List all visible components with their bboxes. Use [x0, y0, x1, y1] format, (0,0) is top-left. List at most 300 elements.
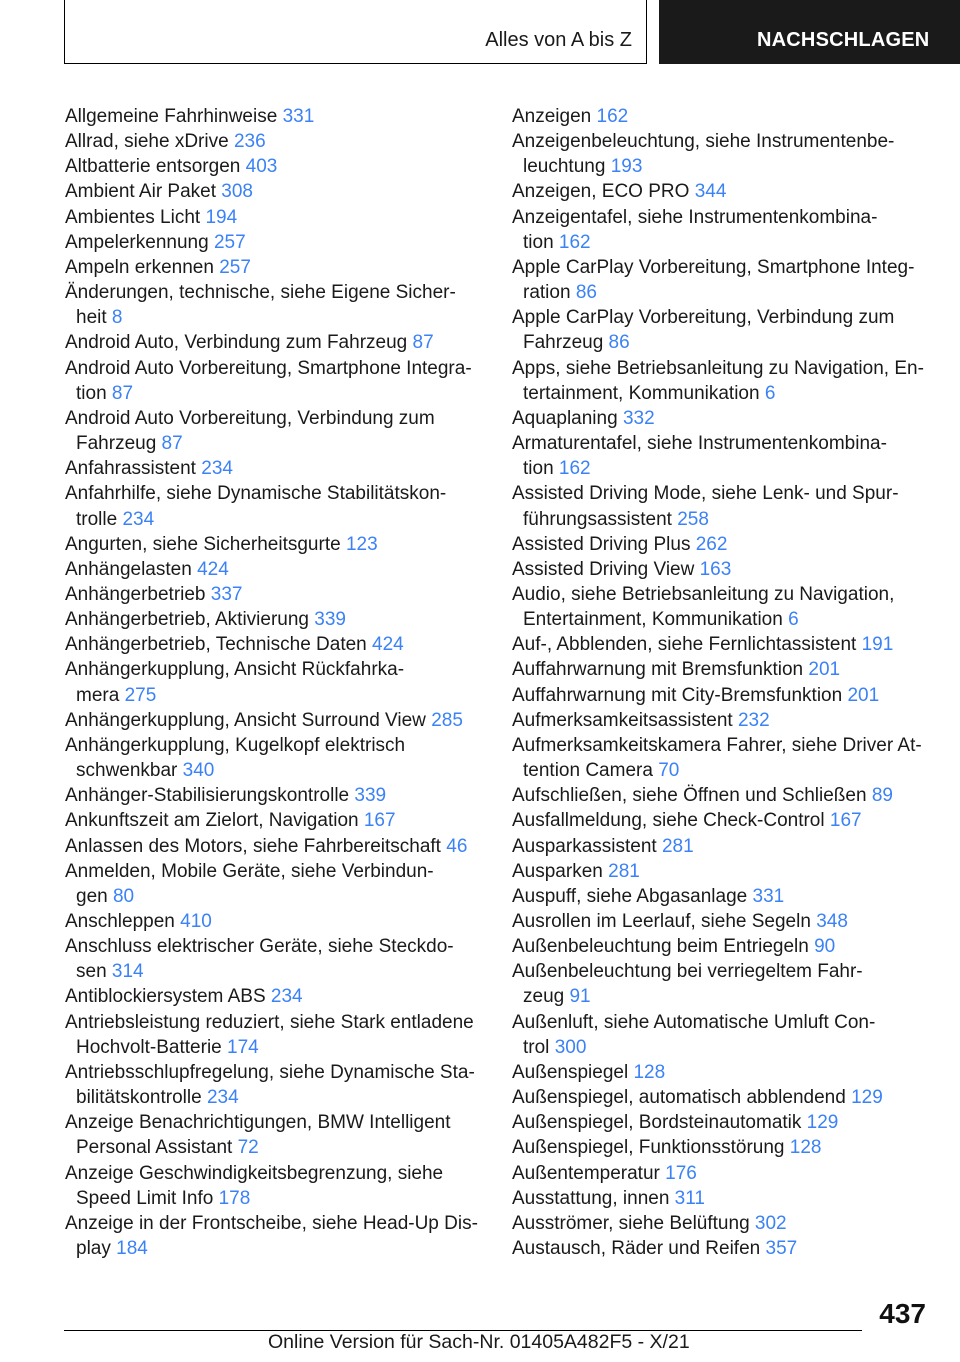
index-entry-line [65, 230, 485, 255]
page-reference-link[interactable]: 6 [788, 609, 799, 631]
index-entry [512, 179, 932, 204]
page-reference-link[interactable]: 234 [122, 508, 155, 530]
index-entry-text: leuchtung [523, 156, 611, 178]
index-entry-line [523, 607, 932, 632]
index-entry-text: heit [76, 307, 112, 329]
page-reference-link[interactable]: 424 [372, 634, 404, 656]
page-reference-link[interactable]: 339 [314, 609, 346, 631]
index-entry-line [512, 1010, 932, 1035]
index-entry [65, 657, 485, 707]
index-entry-line [76, 683, 485, 708]
index-entry [512, 557, 932, 582]
index-entry-text: Anhängerbetrieb, Aktivierung [65, 609, 315, 631]
index-entry [65, 280, 485, 330]
index-entry-line [523, 758, 932, 783]
index-entry-text: Ampeln erkennen [65, 256, 220, 278]
index-entry-text: Assisted Driving Plus [512, 533, 696, 555]
index-entry-line [512, 129, 932, 154]
index-column-left [65, 104, 485, 1261]
page-reference-link[interactable]: 424 [197, 558, 229, 580]
page-reference-link[interactable]: 357 [765, 1238, 798, 1260]
index-entry-line [512, 179, 932, 204]
index-entry-text: trol [523, 1036, 555, 1058]
index-entry-line [76, 305, 485, 330]
index-entry-line [512, 1085, 932, 1110]
index-entry-line [65, 909, 485, 934]
page-reference-link[interactable]: 410 [180, 911, 212, 932]
page-reference-link[interactable]: 178 [218, 1187, 251, 1209]
page-reference-link[interactable]: 128 [789, 1137, 822, 1159]
index-entry-line [65, 607, 485, 632]
index-entry [512, 1211, 932, 1236]
page-reference-link[interactable]: 193 [610, 156, 643, 178]
index-entry [512, 733, 932, 783]
index-entry-text: Ausparken [512, 860, 609, 882]
index-entry [512, 683, 932, 708]
index-entry-line [512, 708, 932, 733]
index-entry [65, 205, 485, 230]
index-entry-text: schwenkbar [76, 760, 183, 782]
page-reference-link[interactable]: 90 [814, 936, 836, 958]
index-entry-text: Anschluss elektrischer Geräte, siehe Steckdo- [65, 936, 454, 958]
index-entry-text: tertainment, Kommunikation [523, 382, 765, 404]
index-entry-text: Ambientes Licht [65, 206, 206, 228]
index-entry-line [65, 708, 485, 733]
page-reference-link[interactable]: 167 [829, 810, 862, 832]
page-reference-link[interactable]: 176 [665, 1162, 697, 1184]
index-entry-line [76, 1035, 485, 1060]
index-entry [65, 1010, 485, 1060]
page-reference-link[interactable]: 300 [554, 1036, 587, 1058]
index-entry-line [523, 1035, 932, 1060]
index-entry-line [512, 783, 932, 808]
index-entry-text: Anfahrhilfe, siehe Dynamische Stabilitätskon- [65, 483, 447, 505]
index-entry-text: Android Auto, Verbindung zum Fahrzeug [65, 332, 413, 354]
index-entry-line [512, 1161, 932, 1186]
index-entry-text: Anzeigen, ECO PRO [512, 181, 695, 203]
index-entry-text: zeug [523, 986, 570, 1008]
page-reference-link[interactable]: 163 [699, 558, 732, 580]
index-entry-line [512, 1110, 932, 1135]
index-entry-text: Ausstattung, innen [512, 1187, 675, 1209]
index-entry-line [523, 456, 932, 481]
index-entry-text: Ausfallmeldung, siehe Check-Control [512, 810, 830, 832]
index-entry-line [512, 104, 932, 129]
index-entry-text: Aufmerksamkeitsassistent [512, 709, 738, 731]
index-entry-line [65, 733, 485, 758]
index-entry [65, 834, 485, 859]
page-reference-link[interactable]: 234 [201, 458, 233, 480]
page-reference-link[interactable]: 302 [754, 1212, 787, 1234]
index-entry-text: Angurten, siehe Sicherheitsgurte [65, 533, 346, 555]
index-entry-text: Ambient Air Paket [65, 181, 222, 203]
index-entry-text: Allrad, siehe xDrive [65, 131, 234, 153]
index-entry [512, 406, 932, 431]
page-reference-link[interactable]: 311 [674, 1187, 705, 1209]
index-entry-line [512, 632, 932, 657]
index-entry-text: tion [523, 231, 559, 253]
index-entry-line [512, 733, 932, 758]
index-entry-text: Auffahrwarnung mit City-Bremsfunktion [512, 684, 848, 706]
index-entry-text: mera [76, 684, 125, 706]
index-entry-text: play [76, 1238, 117, 1260]
index-entry-line [512, 532, 932, 557]
index-entry [512, 884, 932, 909]
index-entry-text: Speed Limit Info [76, 1187, 219, 1209]
page-reference-link[interactable]: 340 [182, 760, 215, 782]
index-entry [512, 657, 932, 682]
index-entry-text: Austausch, Räder und Reifen [512, 1238, 766, 1260]
index-entry [512, 305, 932, 355]
header-section-box [64, 0, 647, 64]
index-entry-line [65, 934, 485, 959]
index-entry [65, 1060, 485, 1110]
page-reference-link[interactable]: 162 [558, 231, 591, 253]
index-entry-line [512, 657, 932, 682]
index-entry-text: Android Auto Vorbereitung, Verbindung zum [65, 407, 435, 429]
index-entry [512, 205, 932, 255]
index-entry-line [76, 381, 485, 406]
index-entry-line [512, 1236, 932, 1261]
page-reference-link[interactable]: 80 [112, 885, 135, 907]
index-entry [65, 607, 485, 632]
index-entry-text: führungsassistent [523, 508, 678, 530]
index-entry [65, 330, 485, 355]
page-reference-link[interactable]: 8 [111, 307, 123, 329]
index-entry-line [523, 381, 932, 406]
index-entry [512, 1085, 932, 1110]
index-entry-line [65, 1211, 485, 1236]
index-entry-text: Auspuff, siehe Abgasanlage [512, 885, 753, 907]
page-reference-link[interactable]: 129 [806, 1112, 839, 1134]
page-reference-link[interactable]: 87 [412, 332, 434, 354]
index-entry-line [512, 481, 932, 506]
footer-text: Online Version für Sach-Nr. 01405A482F5 - X/21 [268, 1331, 690, 1353]
page-reference-link[interactable]: 128 [633, 1061, 666, 1083]
index-entry-text: Außentemperatur [512, 1162, 666, 1184]
index-entry [512, 1236, 932, 1261]
index-entry-text: Anmelden, Mobile Geräte, siehe Verbindun- [65, 860, 434, 882]
index-entry-text: tion [76, 382, 112, 404]
index-entry-text: Allgemeine Fahrhinweise [65, 106, 283, 127]
page-reference-link[interactable]: 275 [124, 684, 157, 706]
page-reference-link[interactable]: 344 [694, 181, 727, 203]
index-entry [512, 959, 932, 1009]
page-reference-link[interactable]: 123 [345, 533, 378, 555]
index-entry-line [65, 179, 485, 204]
index-entry-text: Anzeige Benachrichtigungen, BMW Intelligent [65, 1112, 451, 1134]
index-entry-line [65, 632, 485, 657]
index-entry-line [65, 330, 485, 355]
page-reference-link[interactable]: 201 [847, 684, 880, 706]
index-entry [512, 1110, 932, 1135]
index-entry-text: Anhängelasten [65, 558, 198, 580]
index-entry-line [65, 1060, 485, 1085]
page-reference-link[interactable]: 167 [363, 810, 396, 832]
page-reference-link[interactable]: 89 [871, 785, 893, 807]
index-entry [65, 582, 485, 607]
index-entry [512, 934, 932, 959]
index-entry-line [65, 356, 485, 381]
page-reference-link[interactable]: 257 [213, 231, 246, 253]
index-entry-text: Antiblockiersystem ABS [65, 986, 271, 1008]
index-entry-text: Anhängerkupplung, Ansicht Surround View [65, 709, 432, 731]
index-entry-line [76, 959, 485, 984]
index-entry-line [512, 959, 932, 984]
index-entry [512, 582, 932, 632]
index-entry-line [76, 884, 485, 909]
index-entry [65, 733, 485, 783]
page-reference-link[interactable]: 232 [737, 709, 770, 731]
index-entry-text: Fahrzeug [76, 433, 162, 455]
index-entry-line [512, 356, 932, 381]
index-entry [65, 557, 485, 582]
index-entry-line [512, 255, 932, 280]
page-reference-link[interactable]: 191 [861, 634, 894, 656]
index-entry [65, 708, 485, 733]
index-entry-text: Außenbeleuchtung beim Entriegeln [512, 936, 815, 958]
index-entry-line [512, 557, 932, 582]
index-entry [65, 456, 485, 481]
page-reference-link[interactable]: 257 [219, 256, 251, 278]
index-entry-text: bilitätskontrolle [76, 1087, 207, 1109]
page-reference-link[interactable]: 258 [677, 508, 709, 530]
page-reference-link[interactable]: 234 [270, 986, 303, 1008]
index-entry-text: Antriebsschlupfregelung, siehe Dynamische Sta- [65, 1061, 475, 1083]
index-entry [65, 406, 485, 456]
index-entry-line [65, 1161, 485, 1186]
index-entry [65, 356, 485, 406]
index-entry-line [65, 1110, 485, 1135]
index-entry-text: Anzeigen [512, 106, 597, 127]
index-entry-line [512, 909, 932, 934]
index-entry-line [523, 230, 932, 255]
index-entry [512, 104, 932, 129]
index-entry [65, 783, 485, 808]
index-entry [65, 532, 485, 557]
index-entry [512, 1010, 932, 1060]
page-reference-link[interactable]: 201 [808, 659, 841, 681]
index-entry-line [65, 205, 485, 230]
index-entry-text: Audio, siehe Betriebsanleitung zu Navigation, [512, 583, 895, 605]
index-entry [512, 481, 932, 531]
index-entry-text: Assisted Driving Mode, siehe Lenk- und Spur- [512, 483, 899, 505]
page-reference-link[interactable]: 339 [354, 785, 387, 807]
index-entry-line [523, 507, 932, 532]
index-entry-line [76, 1135, 485, 1160]
index-entry-text: Aquaplaning [512, 407, 623, 429]
page-reference-link[interactable]: 348 [816, 911, 848, 932]
index-entry-line [65, 481, 485, 506]
index-entry-line [76, 507, 485, 532]
index-entry-line [523, 330, 932, 355]
index-entry-text: Armaturentafel, siehe Instrumentenkombina- [512, 433, 887, 455]
index-entry-text: Ausströmer, siehe Belüftung [512, 1212, 755, 1234]
index-entry-text: Aufschließen, siehe Öffnen und Schließen [512, 785, 872, 807]
page-reference-link[interactable]: 162 [558, 458, 591, 480]
index-entry-line [76, 758, 485, 783]
index-entry-text: Anhängerkupplung, Ansicht Rückfahrka- [65, 659, 405, 681]
index-entry-text: Anlassen des Motors, siehe Fahrbereitschaft [65, 835, 447, 857]
index-entry-line [65, 557, 485, 582]
index-entry-text: Altbatterie entsorgen [65, 156, 246, 178]
index-entry-line [65, 255, 485, 280]
page-reference-link[interactable]: 46 [446, 835, 468, 857]
index-entry [65, 1211, 485, 1261]
index-entry [512, 909, 932, 934]
index-entry-text: Ausrollen im Leerlauf, siehe Segeln [512, 911, 817, 932]
index-entry [512, 129, 932, 179]
index-entry-text: Anfahrassistent [65, 458, 202, 480]
index-entry-line [523, 280, 932, 305]
index-entry-line [523, 154, 932, 179]
index-entry-line [65, 859, 485, 884]
index-entry-line [76, 1236, 485, 1261]
page-reference-link[interactable]: 331 [752, 885, 785, 907]
index-entry-text: Aufmerksamkeitskamera Fahrer, siehe Driver At- [512, 734, 922, 756]
index-entry-line [65, 104, 485, 129]
index-entry-line [65, 808, 485, 833]
index-entry [65, 632, 485, 657]
index-entry [512, 431, 932, 481]
index-entry [65, 104, 485, 129]
page-reference-link[interactable]: 6 [764, 382, 776, 404]
page-reference-link[interactable]: 331 [282, 106, 315, 127]
page-reference-link[interactable]: 234 [206, 1087, 239, 1109]
index-entry-text: Anzeige Geschwindigkeitsbegrenzung, siehe [65, 1162, 444, 1184]
index-entry-line [512, 582, 932, 607]
index-entry-line [512, 1060, 932, 1085]
index-entry-text: Ausparkassistent [512, 835, 662, 857]
index-entry-text: Auf-, Abblenden, siehe Fernlichtassistent [512, 634, 862, 656]
index-entry-text: Anschleppen [65, 911, 181, 932]
index-entry-line [523, 984, 932, 1009]
index-entry-text: Änderungen, technische, siehe Eigene Sicher- [65, 282, 456, 304]
index-entry-line [512, 1186, 932, 1211]
index-entry-text: Personal Assistant [76, 1137, 238, 1159]
index-entry-line [512, 305, 932, 330]
index-entry-text: Ankunftszeit am Zielort, Navigation [65, 810, 364, 832]
index-entry-text: Außenluft, siehe Automatische Umluft Con- [512, 1011, 876, 1033]
index-entry-text: Apps, siehe Betriebsanleitung zu Navigation, En- [512, 357, 924, 379]
index-entry [65, 255, 485, 280]
page-reference-link[interactable]: 194 [205, 206, 238, 228]
page-reference-link[interactable]: 86 [608, 332, 630, 354]
page-reference-link[interactable]: 174 [227, 1036, 259, 1058]
index-entry-line [65, 129, 485, 154]
index-entry [512, 834, 932, 859]
index-entry-line [65, 1010, 485, 1035]
index-entry [512, 1186, 932, 1211]
header-section-title: Alles von A bis Z [485, 29, 632, 51]
index-entry-line [512, 406, 932, 431]
index-entry-text: ration [523, 282, 576, 304]
page-reference-link[interactable]: 162 [596, 106, 629, 127]
index-entry-text: Entertainment, Kommunikation [523, 609, 789, 631]
index-entry-text: Anhängerbetrieb, Technische Daten [65, 634, 373, 656]
page-reference-link[interactable]: 285 [431, 709, 463, 731]
index-entry-line [65, 406, 485, 431]
index-entry [512, 708, 932, 733]
index-entry-line [65, 657, 485, 682]
index-entry-line [512, 205, 932, 230]
index-entry-text: Ampelerkennung [65, 231, 214, 253]
index-entry-text: Außenspiegel, automatisch abblendend [512, 1087, 852, 1109]
page-reference-link[interactable]: 262 [695, 533, 728, 555]
index-entry-text: Anzeige in der Frontscheibe, siehe Head-Up Dis- [65, 1212, 478, 1234]
index-entry-text: Außenbeleuchtung bei verriegeltem Fahr- [512, 961, 863, 983]
index-entry [512, 632, 932, 657]
page-reference-link[interactable]: 87 [161, 433, 183, 455]
index-entry-text: tention Camera [523, 760, 659, 782]
page-reference-link[interactable]: 70 [658, 760, 680, 782]
page-reference-link[interactable]: 332 [622, 407, 655, 429]
index-entry-line [65, 582, 485, 607]
index-entry-line [65, 984, 485, 1009]
index-entry-line [65, 834, 485, 859]
index-entry-text: Assisted Driving View [512, 558, 700, 580]
index-entry-text: Fahrzeug [523, 332, 609, 354]
index-entry-line [512, 1135, 932, 1160]
index-entry-line [512, 834, 932, 859]
index-entry [512, 808, 932, 833]
page-reference-link[interactable]: 184 [116, 1238, 148, 1260]
index-entry [512, 859, 932, 884]
page-reference-link[interactable]: 403 [245, 156, 278, 178]
header-chapter-title: NACHSCHLAGEN [757, 29, 930, 51]
index-entry-text: Android Auto Vorbereitung, Smartphone Integra- [65, 357, 472, 379]
index-entry-text: Antriebsleistung reduziert, siehe Stark entladene [65, 1011, 474, 1033]
index-entry-line [65, 456, 485, 481]
index-entry-text: Anzeigentafel, siehe Instrumentenkombina- [512, 206, 878, 228]
index-entry [65, 481, 485, 531]
index-entry-line [65, 280, 485, 305]
page-reference-link[interactable]: 236 [233, 131, 266, 153]
index-entry-text: Anhängerbetrieb [65, 583, 211, 605]
page-reference-link[interactable]: 91 [569, 986, 591, 1008]
index-entry-text: Außenspiegel, Bordsteinautomatik [512, 1112, 807, 1134]
index-entry-text: tion [523, 458, 559, 480]
page-reference-link[interactable]: 86 [575, 282, 597, 304]
page-reference-link[interactable]: 72 [237, 1137, 259, 1159]
index-entry [65, 129, 485, 154]
index-entry [65, 154, 485, 179]
page-reference-link[interactable]: 87 [111, 382, 134, 404]
page-reference-link[interactable]: 129 [851, 1087, 883, 1109]
page-reference-link[interactable]: 281 [661, 835, 694, 857]
index-entry-line [76, 1085, 485, 1110]
index-entry-line [76, 431, 485, 456]
index-entry-text: Anzeigenbeleuchtung, siehe Instrumentenbe- [512, 131, 895, 153]
index-entry [512, 1135, 932, 1160]
index-entry [512, 532, 932, 557]
index-entry [65, 859, 485, 909]
index-entry-text: sen [76, 961, 112, 983]
index-entry-line [512, 1211, 932, 1236]
header-chapter-tab [659, 0, 960, 64]
index-entry [65, 1110, 485, 1160]
index-entry-line [512, 859, 932, 884]
index-entry-line [512, 683, 932, 708]
page-reference-link[interactable]: 314 [111, 961, 144, 983]
index-entry-text: gen [76, 885, 113, 907]
index-entry [512, 255, 932, 305]
index-entry [65, 179, 485, 204]
index-entry-line [512, 884, 932, 909]
page-reference-link[interactable]: 281 [608, 860, 640, 882]
page-reference-link[interactable]: 337 [210, 583, 243, 605]
page-reference-link[interactable]: 308 [221, 181, 253, 203]
